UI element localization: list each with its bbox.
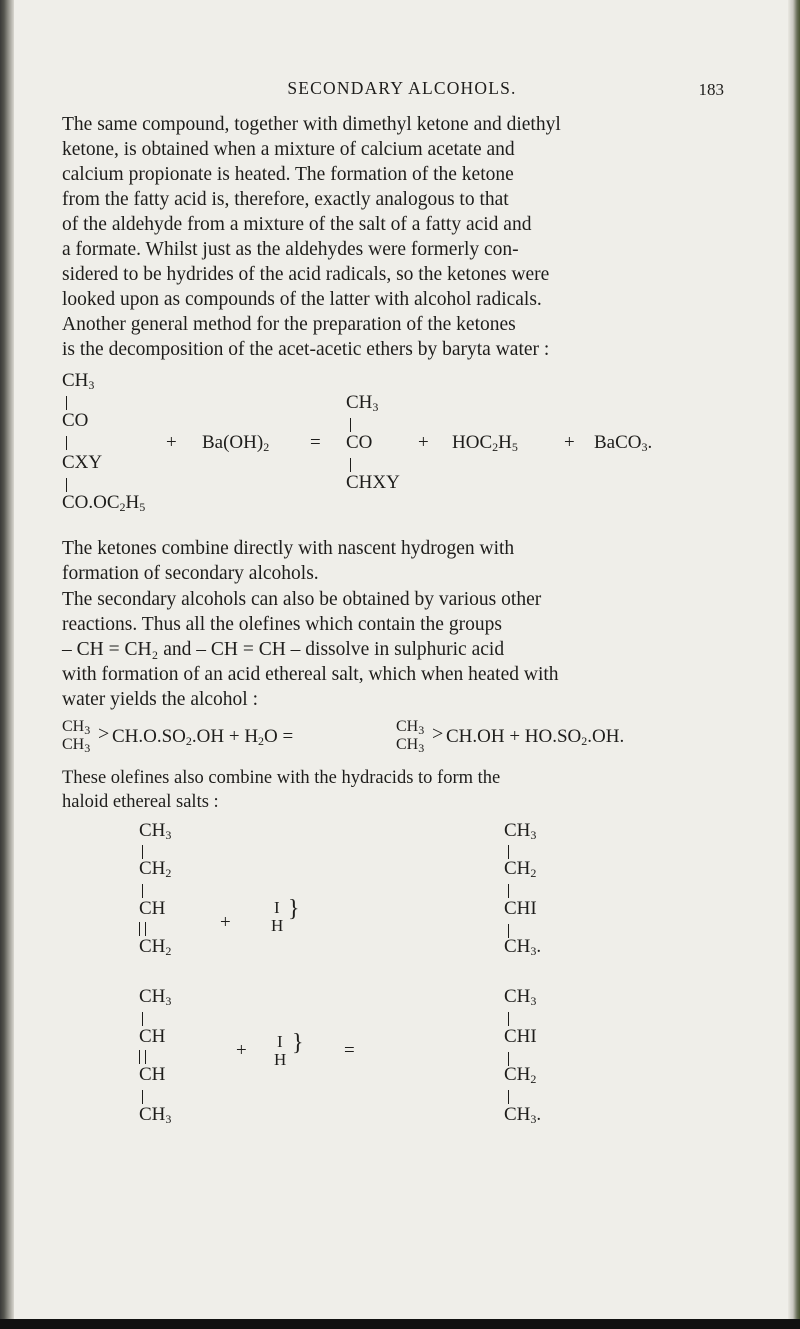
paragraph-ketone-formation: The same compound, together with dimethyl ketone and diethyl ketone, is obtained when a mixture of calcium acetate and calcium propionate is heated. The formation of the ketone from the fatty acid is, therefore, exactly analogous to that of the aldehyde from a mixture of the salt of a fatty acid and a formate. Whilst just as the aldehydes were formerly con- sidered to be hydrides of the acid radicals, so the ketones were looked upon as compounds of the latter with alcohol radicals. [62, 114, 561, 310]
chain-atom: $CH_3$ [139, 986, 172, 1008]
reagent-iodine: I [274, 898, 280, 917]
reagent-hydrogen: H [274, 1050, 287, 1069]
branch-mark: > [98, 723, 110, 745]
page-number: 183 [698, 80, 724, 99]
paragraph-olefines: The secondary alcohols can also be obtained by various other reactions. Thus all the olefines which contain the groups – CH = CH₂ and – CH = CH – dissolve in sulphuric acid with formation of an acid ethereal salt, which when heated with water yields the alcohol : [62, 589, 559, 710]
chain-atom: $CH_2$ [139, 936, 172, 958]
book-spine-shadow [0, 0, 14, 1329]
single-bond [66, 436, 67, 450]
chain-atom: $CH_2$ [139, 858, 172, 880]
single-bond [142, 845, 143, 859]
methyl-group: $CH_3$ [62, 718, 91, 737]
chain-atom: CO [62, 410, 89, 431]
paragraph-nascent-hydrogen: The ketones combine directly with nascent hydrogen with formation of secondary alcohols. [62, 538, 515, 584]
chain-atom: CHXY [346, 472, 400, 493]
chain-atom: CHI [504, 1026, 537, 1047]
equals-sign: = [310, 432, 321, 453]
branch-mark: > [432, 723, 444, 745]
plus-sign: + [166, 432, 177, 453]
single-bond [508, 845, 509, 859]
alcohol-expression: $CH.OH + HO.SO_2.OH$. [446, 726, 625, 748]
page-edge [788, 0, 800, 1329]
single-bond [66, 478, 67, 492]
single-bond [350, 458, 351, 472]
reagent-iodine: I [277, 1032, 283, 1051]
methyl-group: $CH_3$ [396, 718, 425, 737]
chain-atom: $CH_3$ [139, 1104, 172, 1126]
plus-sign: + [220, 912, 231, 933]
single-bond [142, 884, 143, 898]
double-bond [139, 1050, 146, 1064]
single-bond [66, 396, 67, 410]
plus-sign: + [564, 432, 575, 453]
chain-atom: CXY [62, 452, 103, 473]
chain-atom: $CH_3$ [346, 392, 379, 414]
single-bond [142, 1012, 143, 1026]
single-bond [508, 884, 509, 898]
double-bond [139, 922, 146, 936]
grouping-brace: } [288, 896, 300, 922]
byproduct-barium-carbonate: BaCO$_3$. [594, 432, 653, 454]
chain-atom: CH [139, 1064, 166, 1085]
equals-sign: = [344, 1040, 355, 1061]
plus-sign: + [418, 432, 429, 453]
paragraph-hydracids: These olefines also combine with the hydracids to form the haloid ethereal salts : [62, 768, 501, 812]
reagent-hydrogen: H [271, 916, 284, 935]
reagent-barium-hydroxide: $Ba(OH)_2$ [202, 432, 270, 454]
single-bond [508, 1090, 509, 1104]
grouping-brace: } [292, 1030, 304, 1056]
chain-atom: CO [346, 432, 373, 453]
chain-atom: $CH_3$ [504, 986, 537, 1008]
chain-atom: $CH_2$ [504, 858, 537, 880]
methyl-group: $CH_3$ [396, 736, 425, 755]
chain-atom: $CH_3$. [504, 1104, 542, 1126]
book-page [52, 0, 752, 1329]
single-bond [508, 1012, 509, 1026]
running-head-title: SECONDARY ALCOHOLS. [287, 78, 517, 98]
plus-sign: + [236, 1040, 247, 1061]
chain-atom: $CO.OC_2H_5$ [62, 492, 146, 514]
running-head [52, 78, 752, 102]
ester-expression: $CH.O.SO_2.OH + H_2O$ = [112, 726, 294, 748]
chain-atom: CHI [504, 898, 537, 919]
methyl-group: $CH_3$ [62, 736, 91, 755]
byproduct-alcohol: $HOC_2H_5$ [452, 432, 518, 454]
chain-atom: $CH_3$ [139, 820, 172, 842]
chain-atom: CH [139, 898, 166, 919]
chain-atom: $CH_3$. [504, 936, 542, 958]
chain-atom: $CH_2$ [504, 1064, 537, 1086]
paragraph-acet-acetic: Another general method for the preparation of the ketones is the decomposition of the acet-acetic ethers by baryta water : [62, 314, 550, 360]
chain-atom: $CH_3$ [504, 820, 537, 842]
single-bond [142, 1090, 143, 1104]
chain-atom: CH [139, 1026, 166, 1047]
chain-atom: $CH_3$ [62, 370, 95, 392]
single-bond [350, 418, 351, 432]
